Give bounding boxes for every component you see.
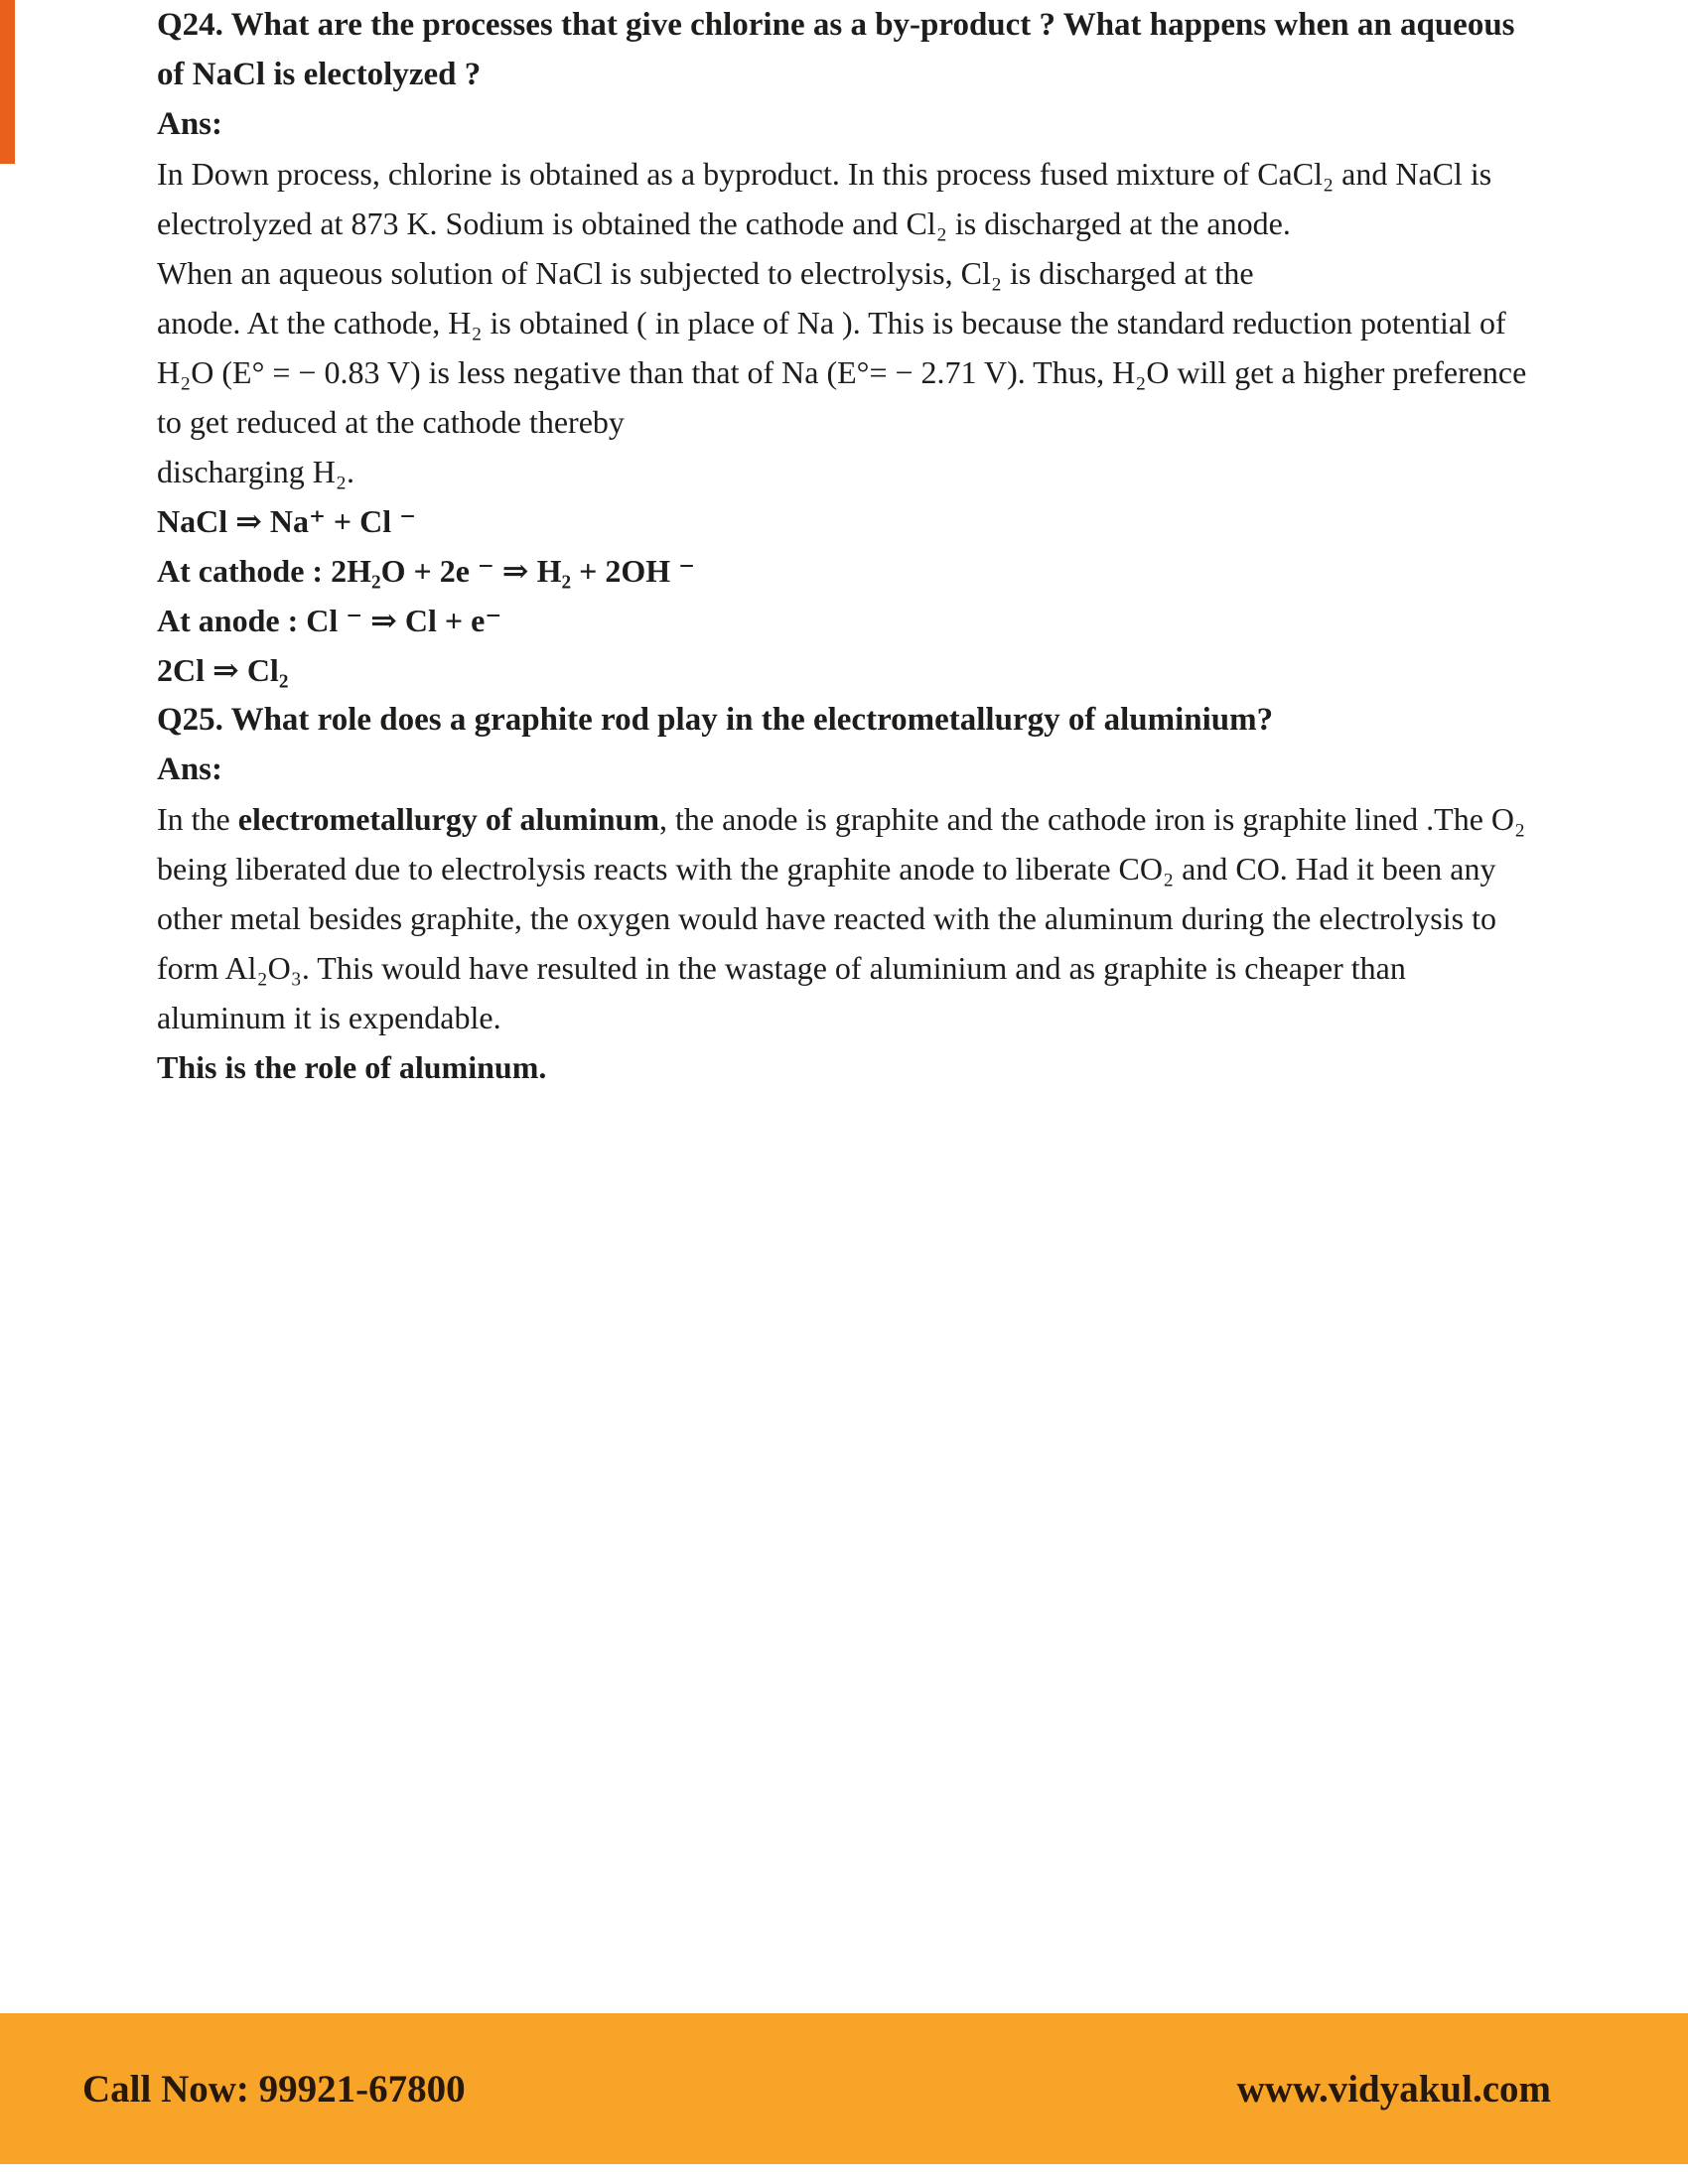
q24-ans-label: Ans: xyxy=(157,106,223,142)
q25-paragraph-lead: In the xyxy=(157,801,238,837)
q25-ans-label: Ans: xyxy=(157,751,223,787)
q24-heading: Q24. What are the processes that give chlorine as a by-product ? What happens when an aqueous of NaCl is electolyzed ? xyxy=(157,7,1515,92)
q25-heading: Q25. What role does a graphite rod play in the electrometallurgy of aluminium? xyxy=(157,702,1274,738)
q24-answer-paragraph-2-line1: When an aqueous solution of NaCl is subjected to electrolysis, Cl₂ is discharged at the xyxy=(157,255,1254,291)
q24-answer-paragraph-2-text: anode. At the cathode, H₂ is obtained ( in place of Na ). This is because the standard reduction potential of H₂O (E° = − 0.83 V) is less negative than that of Na (E°= − 2.71 V). Thus, H₂O will get a higher preference to get reduced at the cathode thereby xyxy=(157,305,1527,440)
equation-block xyxy=(157,496,1537,695)
q25-paragraph-bold-term: electrometallurgy of aluminum xyxy=(237,801,659,837)
equation-chlorine-formation: 2Cl ⇒ Cl₂ xyxy=(157,652,289,688)
equation-nacl-dissociation: NaCl ⇒ Na⁺ + Cl ⁻ xyxy=(157,503,417,539)
q24-answer-paragraph-2-rest xyxy=(157,298,1537,496)
equation-anode-reaction: At anode : Cl ⁻ ⇒ Cl + e⁻ xyxy=(157,603,502,638)
top-left-accent-strip xyxy=(0,0,15,164)
q24-answer-paragraph-1: In Down process, chlorine is obtained as a byproduct. In this process fused mixture of CaCl₂ and NaCl is electrolyzed at 873 K. Sodium is obtained the cathode and Cl₂ is discharged at the anode. xyxy=(157,156,1492,241)
q25-answer-paragraph xyxy=(157,794,1537,1042)
q25-paragraph-body: , the anode is graphite and the cathode iron is graphite lined .The O₂ being liberated due to electrolysis reacts with the graphite anode to liberate CO₂ and CO. Had it been any other metal besides graphite, the oxygen would have reacted with the aluminum during the electrolysis to form Al₂O₃. This would have resulted in the wastage of aluminium and as graphite is cheaper than aluminum it is expendable. xyxy=(157,801,1526,1035)
equation-cathode-reaction: At cathode : 2H₂O + 2e ⁻ ⇒ H₂ + 2OH ⁻ xyxy=(157,553,695,589)
footer-phone-label: Call Now: 99921-67800 xyxy=(82,2067,466,2111)
q25-closing-statement: This is the role of aluminum. xyxy=(157,1049,547,1085)
footer-website-label: www.vidyakul.com xyxy=(1236,2067,1551,2111)
q24-answer-paragraph-2-lastline: discharging H₂. xyxy=(157,454,354,489)
document-content xyxy=(157,0,1537,1092)
footer-bar xyxy=(0,2013,1688,2164)
